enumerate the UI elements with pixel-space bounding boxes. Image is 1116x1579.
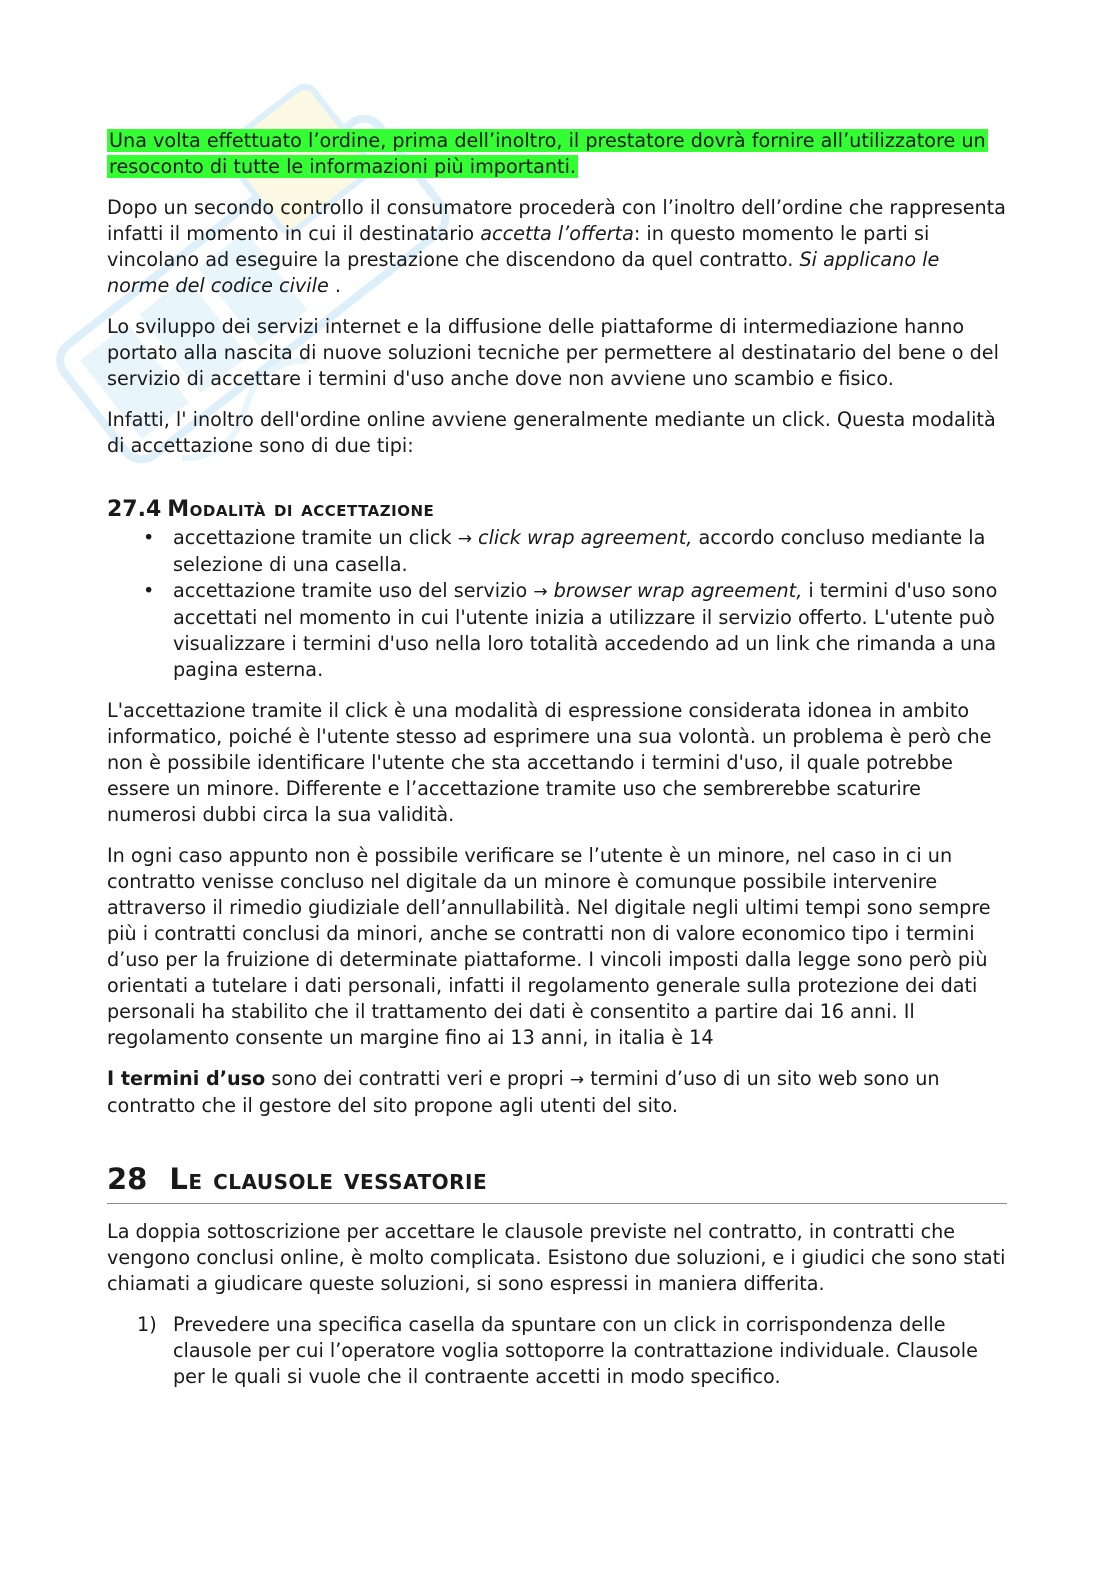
solutions-list [107, 1312, 1007, 1390]
list-number: 1) [137, 1313, 157, 1336]
section-title: Modalità di accettazione [167, 497, 435, 522]
section-heading-27-4 [107, 495, 1007, 525]
bold-text: I termini d’uso [107, 1067, 266, 1090]
section-number: 28 [107, 1162, 148, 1196]
paragraph-order-submission [107, 195, 1007, 299]
highlighted-text: Una volta effettuato l’ordine, prima dell’inoltro, il prestatore dovrà fornire all’utilizzatore un resoconto di tutte le informazioni più importanti. [109, 129, 986, 178]
acceptance-modes-list [107, 525, 1007, 683]
document-page [107, 128, 1007, 1390]
section-title: Le clausole vessatorie [169, 1162, 488, 1196]
paragraph-order-summary [107, 128, 1007, 180]
arrow-right-icon: → [457, 529, 472, 549]
list-item [107, 525, 1007, 578]
list-item [107, 1312, 1007, 1390]
text-run: termini d’uso di un sito web sono un contratto che il gestore del sito propone agli utenti del sito. [107, 1067, 940, 1117]
italic-text: accetta l’offerta [480, 222, 634, 245]
italic-text: click wrap agreement, [471, 526, 693, 549]
text-run: i termini d'uso sono accettati nel momento in cui l'utente inizia a utilizzare il servizio offerto. L'utente può visualizzare i termini d'uso nella loro totalità accedendo ad un link che rimanda a una pagina esterna. [173, 579, 998, 681]
section-number: 27.4 [107, 497, 162, 522]
text-run: Dopo un secondo controllo il consumatore procederà con l’inoltro dell’ordine che rappresenta infatti il momento in cui il destinatario [107, 196, 1006, 245]
arrow-right-icon: → [569, 1070, 585, 1090]
paragraph-internet-services: Lo sviluppo dei servizi internet e la diffusione delle piattaforme di intermediazione hanno portato alla nascita di nuove soluzioni tecniche per permettere al destinatario del bene o del servizio di accettare i termini d'uso anche dove non avviene uno scambio e fisico. [107, 315, 999, 390]
bullet-icon: • [143, 579, 155, 602]
list-item [107, 578, 1007, 683]
italic-text: Si applicano le norme del codice civile [107, 248, 940, 297]
paragraph-click-acceptance: L'accettazione tramite il click è una modalità di espressione considerata idonea in ambito informatico, poiché è l'utente stesso ad esprimere una sua volontà. un problema è però che non è possibile identificare l'utente che sta accettando i termini d'uso, il quale potrebbe essere un minore. Differente e l’accettazione tramite uso che sembrerebbe scaturire numerosi dubbi circa la sua validità. [107, 699, 992, 826]
paragraph-click-order: Infatti, l' inoltro dell'ordine online avviene generalmente mediante un click. Questa modalità di accettazione sono di due tipi: [107, 408, 996, 457]
text-run: . [328, 274, 341, 297]
bullet-icon: • [143, 526, 155, 549]
text-run: accettazione tramite un click [173, 526, 458, 549]
italic-text: browser wrap agreement, [547, 579, 803, 602]
paragraph-double-signature: La doppia sottoscrizione per accettare le clausole previste nel contratto, in contratti che vengono conclusi online, è molto complicata. Esistono due soluzioni, e i giudici che sono stati chiamati a giudicare queste soluzioni, si sono espressi in maniera differita. [107, 1220, 1006, 1295]
arrow-right-icon: → [533, 582, 548, 602]
text-run: sono dei contratti veri e propri [265, 1067, 570, 1090]
text-run: accettazione tramite uso del servizio [173, 579, 534, 602]
paragraph-minors: In ogni caso appunto non è possibile verificare se l’utente è un minore, nel caso in ci un contratto venisse concluso nel digitale da un minore è comunque possibile intervenire attraverso il rimedio giudiziale dell’annullabilità. Nel digitale negli ultimi tempi sono sempre più i contratti conclusi da minori, anche se contratti non di valore economico tipo i termini d’uso per la fruizione di determinate piattaforme. I vincoli imposti dalla legge sono però più orientati a tutelare i dati personali, infatti il regolamento generale sulla protezione dei dati personali ha stabilito che il trattamento dei dati è consentito a partire dai 16 anni. Il regolamento consente un margine fino ai 13 anni, in italia è 14 [107, 844, 991, 1049]
text-run: accordo concluso mediante la selezione di una casella. [173, 526, 986, 576]
section-heading-28 [107, 1159, 1007, 1204]
paragraph-terms-of-use [107, 1066, 1007, 1119]
text-run: : in questo momento le parti si vincolano ad eseguire la prestazione che discendono da quel contratto. [107, 222, 930, 271]
text-run: Prevedere una specifica casella da spuntare con un click in corrispondenza delle clausole per cui l’operatore voglia sottoporre la contrattazione individuale. Clausole per le quali si vuole che il contraente accetti in modo specifico. [173, 1313, 978, 1388]
